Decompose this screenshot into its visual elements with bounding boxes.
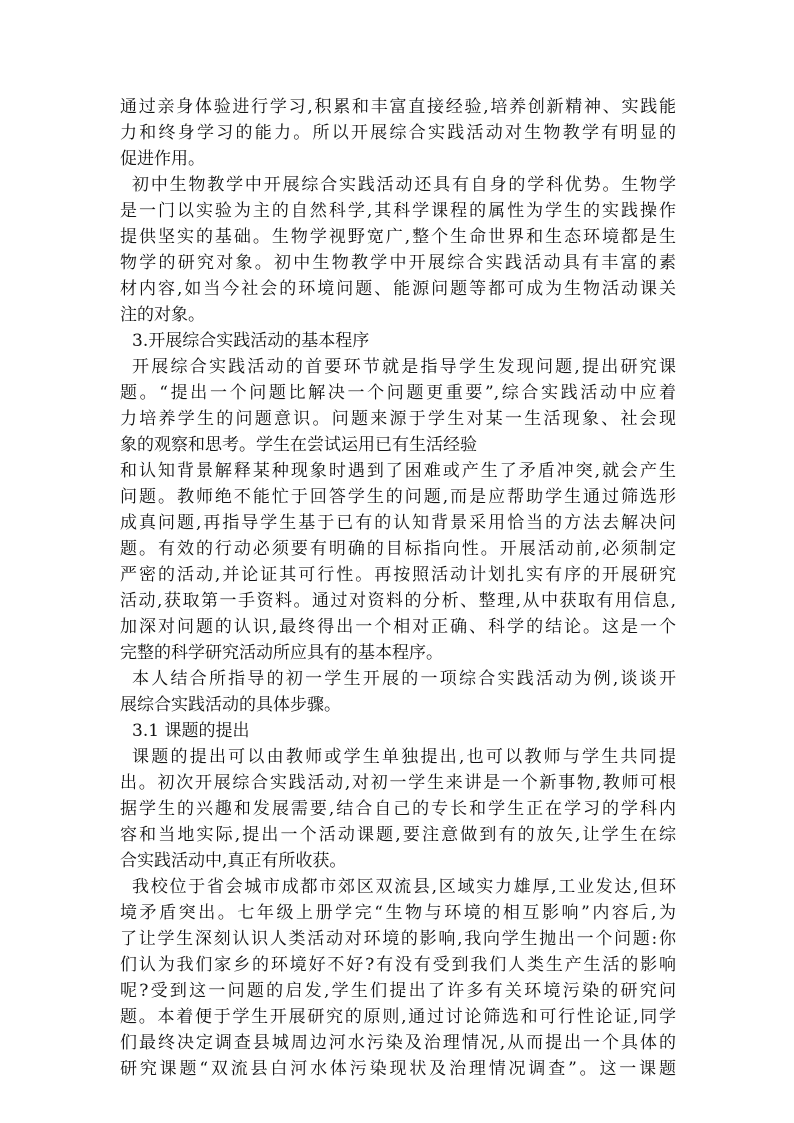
text-line: 加深对问题的认识,最终得出一个相对正确、科学的结论。这是一个 xyxy=(120,617,676,637)
text-line: 呢?受到这一问题的启发,学生们提出了许多有关环境污染的研究问 xyxy=(120,981,676,1001)
section-heading: 3.开展综合实践活动的基本程序 xyxy=(132,331,370,351)
text-line: 课题的提出可以由教师或学生单独提出,也可以教师与学生共同提 xyxy=(132,747,676,767)
subsection-heading: 3.1 课题的提出 xyxy=(132,721,250,741)
text-line: 是一门以实验为主的自然科学,其科学课程的属性为学生的实践操作 xyxy=(120,201,676,221)
text-line: 成真问题,再指导学生基于已有的认知背景采用恰当的方法去解决问 xyxy=(120,513,676,533)
text-line: 合实践活动中,真正有所收获。 xyxy=(120,851,347,871)
text-line: 和认知背景解释某种现象时遇到了困难或产生了矛盾冲突,就会产生 xyxy=(120,461,676,481)
text-line: 本人结合所指导的初一学生开展的一项综合实践活动为例,谈谈开 xyxy=(132,669,676,689)
text-line: 初中生物教学中开展综合实践活动还具有自身的学科优势。生物学 xyxy=(132,175,676,195)
text-line: 注的对象。 xyxy=(120,305,205,325)
paragraph-4 xyxy=(120,666,676,718)
text-line: 活动,获取第一手资料。通过对资料的分析、整理,从中获取有用信息, xyxy=(120,591,676,611)
text-line: 提供坚实的基础。生物学视野宽广,整个生命世界和生态环境都是生 xyxy=(120,227,676,247)
text-line: 材内容,如当今社会的环境问题、能源问题等都可成为生物活动课关 xyxy=(120,279,676,299)
text-line: 题。“提出一个问题比解决一个问题更重要”,综合实践活动中应着 xyxy=(120,383,676,403)
text-line: 开展综合实践活动的首要环节就是指导学生发现问题,提出研究课 xyxy=(132,357,676,377)
text-line: 物学的研究对象。初中生物教学中开展综合实践活动具有丰富的素 xyxy=(120,253,676,273)
text-line: 我校位于省会城市成都市郊区双流县,区域实力雄厚,工业发达,但环 xyxy=(132,877,676,897)
text-line: 了让学生深刻认识人类活动对环境的影响,我向学生抛出一个问题:你 xyxy=(120,929,676,949)
text-line: 出。初次开展综合实践活动,对初一学生来讲是一个新事物,教师可根 xyxy=(120,773,676,793)
text-line: 象的观察和思考。学生在尝试运用已有生活经验 xyxy=(120,435,477,455)
text-line: 境矛盾突出。七年级上册学完“生物与环境的相互影响”内容后,为 xyxy=(120,903,676,923)
text-line: 力和终身学习的能力。所以开展综合实践活动对生物教学有明显的 xyxy=(120,123,676,143)
text-line: 们最终决定调查县城周边河水污染及治理情况,从而提出一个具体的 xyxy=(120,1033,676,1053)
text-line: 研究课题“双流县白河水体污染现状及治理情况调查”。这一课题 xyxy=(120,1059,676,1079)
text-line: 据学生的兴趣和发展需要,结合自己的专长和学生正在学习的学科内 xyxy=(120,799,676,819)
paragraph-6 xyxy=(120,874,676,1082)
text-line: 促进作用。 xyxy=(120,149,205,169)
text-line: 容和当地实际,提出一个活动课题,要注意做到有的放矢,让学生在综 xyxy=(120,825,676,845)
paragraph-1 xyxy=(120,94,676,172)
text-line: 题。有效的行动必须要有明确的目标指向性。开展活动前,必须制定 xyxy=(120,539,676,559)
paragraph-2 xyxy=(120,172,676,328)
text-line: 们认为我们家乡的环境好不好?有没有受到我们人类生产生活的影响 xyxy=(120,955,676,975)
text-line: 题。本着便于学生开展研究的原则,通过讨论筛选和可行性论证,同学 xyxy=(120,1007,676,1027)
text-line: 通过亲身体验进行学习,积累和丰富直接经验,培养创新精神、实践能 xyxy=(120,97,676,117)
paragraph-5 xyxy=(120,744,676,874)
text-line: 力培养学生的问题意识。问题来源于学生对某一生活现象、社会现 xyxy=(120,409,676,429)
text-line: 完整的科学研究活动所应具有的基本程序。 xyxy=(120,643,443,663)
paragraph-3 xyxy=(120,354,676,666)
text-line: 问题。教师绝不能忙于回答学生的问题,而是应帮助学生通过筛选形 xyxy=(120,487,676,507)
document-body xyxy=(120,94,676,1082)
text-line: 展综合实践活动的具体步骤。 xyxy=(120,695,341,715)
text-line: 严密的活动,并论证其可行性。再按照活动计划扎实有序的开展研究 xyxy=(120,565,676,585)
